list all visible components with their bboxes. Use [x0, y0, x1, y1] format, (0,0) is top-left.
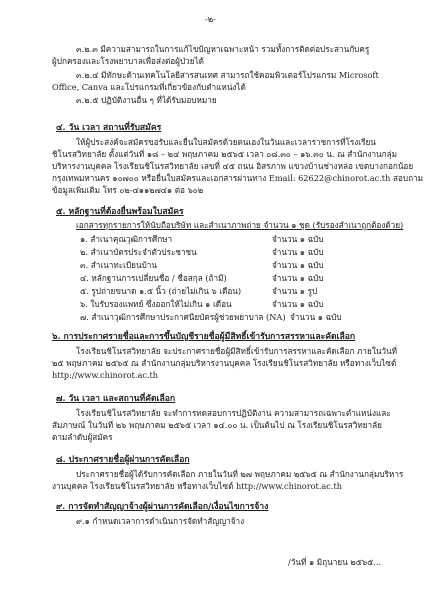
doc-qty: จำนวน ๑ ฉบับ	[272, 247, 324, 257]
doc-qty: จำนวน ๑ ฉบับ	[272, 260, 324, 270]
doc-qty: จำนวน ๑ รูป	[272, 286, 318, 296]
section-8-line-1: ประกาศรายชื่อผู้ได้รับการคัดเลือก ภายในวันที่ ๒๗ พฤษภาคม ๒๕๖๕ ณ สำนักงานกลุ่มบริหาร	[76, 469, 404, 479]
item-3-2-3: ๓.๒.๓ มีความสามารถในการแก้ไขปัญหาเฉพาะหน้า รวมทั้งการติดต่อประสานกับครู	[76, 44, 370, 54]
section-4-line-2: ชิโนรสวิทยาลัย ตั้งแต่วันที่ ๑๘ – ๒๔ พฤษภาคม ๒๕๖๕ เวลา ๐๘.๓๐ – ๑๖.๓๐ น. ณ สำนักงานกลุ่ม	[52, 149, 398, 159]
item-3-2-4-cont: Office, Canva และโปรแกรมที่เกี่ยวข้องกับตำแหน่งได้	[52, 82, 246, 92]
doc-qty: จำนวน ๑ ฉบับ	[272, 299, 324, 309]
item-3-2-3-cont: ผู้ปกครองและโรงพยาบาลเพื่อส่งต่อผู้ป่วยได้	[52, 56, 204, 66]
section-6-title: ๖. การประกาศรายชื่อและการขึ้นบัญชีรายชื่อผู้มีสิทธิ์เข้ารับการสรรหาและคัดเลือก	[52, 332, 356, 342]
section-7-line-3: ตามลำดับผู้สมัคร	[52, 432, 113, 442]
section-5-title: ๕. หลักฐานที่ต้องยื่นพร้อมใบสมัคร	[56, 207, 184, 217]
section-6-line-1: โรงเรียนชิโนรสวิทยาลัย จะประกาศรายชื่อผู้มีสิทธิ์เข้ารับการสรรหาและคัดเลือก ภายในวันที่	[76, 346, 398, 356]
section-4-line-5: ข้อมูลเพิ่มเติม โทร ๐๒-๔๑๑๒๗๔๑ ต่อ ๖๐๒	[52, 185, 204, 195]
section-4-line-3: บริหารงานบุคคล โรงเรียนชิโนรสวิทยาลัย เลขที่ ๔๕ ถนน อิสรภาพ แขวงบ้านช่างหล่อ เขตบางกอกน้อย	[52, 161, 414, 171]
doc-qty: จำนวน ๑ ฉบับ	[290, 312, 342, 322]
section-4-line-1: ให้ผู้ประสงค์จะสมัครขอรับและยื่นใบสมัครด้วยตนเองในวันและเวลาราชการที่โรงเรียน	[76, 137, 376, 147]
page-number: -๒-	[205, 14, 216, 24]
section-9-line-1: ๙.๑ กำหนดเวลาการดำเนินการจัดทำสัญญาจ้าง	[76, 516, 245, 526]
item-3-2-4: ๓.๒.๔ มีทักษะด้านเทคโนโลยีสารสนเทศ สามารถใช้คอมพิวเตอร์โปรแกรม Microsoft	[76, 70, 379, 80]
website-link[interactable]: http://www.chinorot.ac.th	[52, 370, 159, 380]
section-8-title: ๘. ประกาศรายชื่อผู้ผ่านการคัดเลือก	[56, 455, 190, 465]
section-4-title: ๔. วัน เวลา สถานที่รับสมัคร	[56, 123, 162, 133]
doc-name: ๓. สำเนาทะเบียนบ้าน	[80, 260, 157, 270]
section-8-line-2: งานบุคคล โรงเรียนชิโนรสวิทยาลัย หรือทางเว็บไซต์ http://www.chinorot.ac.th	[52, 481, 343, 491]
section-9-title: ๙. การจัดทำสัญญาจ้างผู้ผ่านการคัดเลือก/เงื่อนไขการจ้าง	[56, 502, 269, 512]
footer-date: /วันที่ ๑ มิถุนายน ๒๕๖๕...	[288, 557, 382, 567]
doc-qty: จำนวน ๑ ฉบับ	[272, 273, 324, 283]
section-7-line-1: โรงเรียนชิโนรสวิทยาลัย จะทำการทดสอบการปฏิบัติงาน ความสามารถเฉพาะตำแหน่งและ	[76, 408, 391, 418]
section-4-line-4: กรุงเทพมหานคร ๑๐๗๐๐ หรือยื่นใบสมัครและเอกสารผ่านทาง Email: 62622@chinorot.ac.th สอบถาม	[52, 173, 424, 183]
doc-name: ๗. สำเนาวุฒิการศึกษาประกาศนียบัตรผู้ช่วยพยาบาล (NA)	[80, 312, 286, 322]
doc-name: ๖. ใบรับรองแพทย์ ซึ่งออกให้ไม่เกิน ๑ เดือน	[80, 299, 232, 309]
doc-name: ๕. รูปถ่ายขนาด ๑.๕ นิ้ว (ถ่ายไม่เกิน ๖ เดือน)	[80, 286, 242, 296]
section-6-line-2: ๒๕ พฤษภาคม ๒๕๖๕ ณ สำนักงานกลุ่มบริหารงานบุคคล โรงเรียนชิโนรสวิทยาลัย หรือทางเว็บไซต์	[52, 358, 397, 368]
section-7-title: ๗. วัน เวลา และสถานที่คัดเลือก	[56, 394, 176, 404]
doc-name: ๒. สำเนาบัตรประจำตัวประชาชน	[80, 247, 197, 257]
doc-name: ๑. สำเนาคุณวุฒิการศึกษา	[80, 234, 173, 244]
doc-qty: จำนวน ๑ ฉบับ	[272, 234, 324, 244]
section-5-intro: เอกสารทุกรายการให้นับถือบริษัท และสำเนาภาพถ่าย จำนวน ๑ ชุด (รับรองสำเนาถูกต้องด้วย)	[76, 220, 404, 230]
doc-name: ๔. หลักฐานการเปลี่ยนชื่อ / ชื่อสกุล (ถ้ามี)	[80, 273, 227, 283]
section-7-line-2: สัมภาษณ์ ในวันที่ ๒๖ พฤษภาคม ๒๕๖๕ เวลา ๑๔.๐๐ น. เป็นต้นไป ณ โรงเรียนชิโนรสวิทยาลัย	[52, 420, 382, 430]
item-3-2-5: ๓.๒.๕ ปฏิบัติงานอื่น ๆ ที่ได้รับมอบหมาย	[76, 95, 217, 105]
